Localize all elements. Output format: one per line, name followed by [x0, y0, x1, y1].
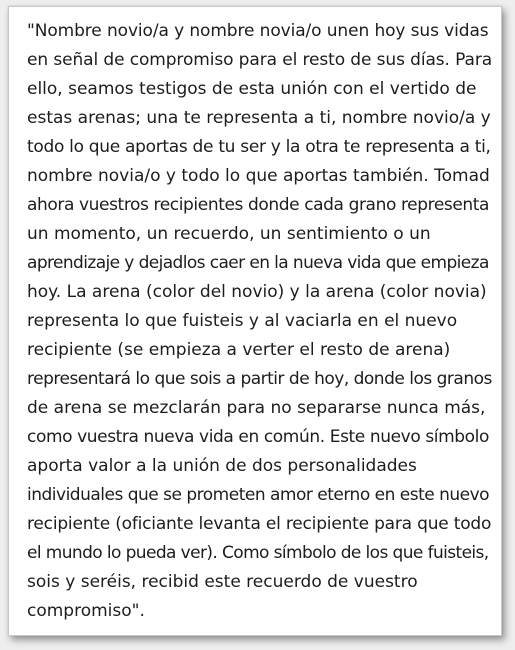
text-line-5: todo lo que aportas de tu ser y la otra te representa a ti, — [27, 137, 491, 157]
text-line-9: aprendizaje y dejadlos caer en la nueva vida que empieza — [27, 253, 489, 273]
text-line-8: un momento, un recuerdo, un sentimiento o un — [27, 224, 431, 244]
ceremony-text — [27, 17, 493, 626]
text-line-12: recipiente (se empieza a verter el resto de arena) — [27, 340, 451, 360]
text-line-18: recipiente (oficiante levanta el recipiente para que todo — [27, 514, 492, 534]
text-line-15: como vuestra nueva vida en común. Este nuevo símbolo — [27, 427, 489, 447]
text-line-1: "Nombre novio/a y nombre novia/o unen hoy sus vidas — [27, 21, 489, 41]
text-line-4: estas arenas; una te representa a ti, nombre novio/a y — [27, 108, 491, 128]
text-line-19: el mundo lo pueda ver). Como símbolo de los que fuisteis, — [27, 543, 489, 563]
text-line-11: representa lo que fuisteis y al vaciarla en el nuevo — [27, 311, 458, 331]
text-line-2: en señal de compromiso para el resto de sus días. Para — [27, 50, 493, 70]
document-card — [8, 6, 502, 636]
text-line-10: hoy. La arena (color del novio) y la arena (color novia) — [27, 282, 487, 302]
text-line-6: nombre novia/o y todo lo que aportas también. Tomad — [27, 166, 490, 186]
text-line-7: ahora vuestros recipientes donde cada grano representa — [27, 195, 490, 215]
text-line-3: ello, seamos testigos de esta unión con el vertido de — [27, 79, 477, 99]
text-line-16: aporta valor a la unión de dos personalidades — [27, 456, 417, 476]
text-line-20: sois y seréis, recibid este recuerdo de vuestro — [27, 572, 418, 592]
text-line-17: individuales que se prometen amor eterno en este nuevo — [27, 485, 490, 505]
text-line-13: representará lo que sois a partir de hoy, donde los granos — [27, 369, 492, 389]
text-line-21: compromiso". — [27, 601, 145, 621]
text-line-14: de arena se mezclarán para no separarse nunca más, — [27, 398, 486, 418]
